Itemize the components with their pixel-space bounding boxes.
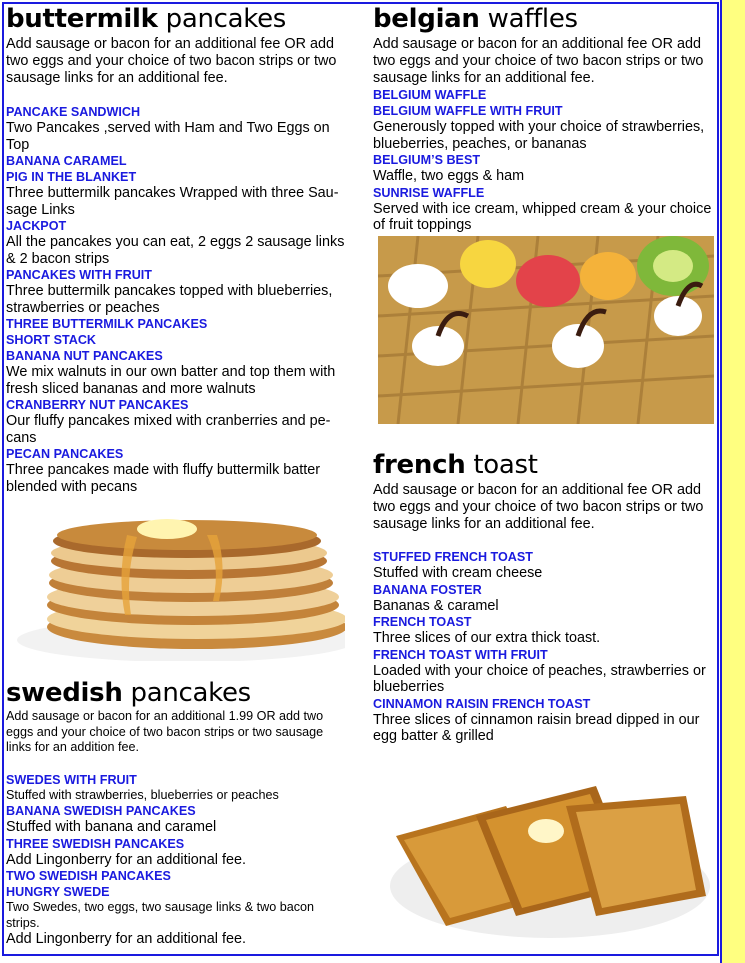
french-section-title [373, 450, 718, 480]
menu-item-title: FRENCH TOAST WITH FRUIT [373, 647, 548, 662]
menu-item-title: BANANA SWEDISH PANCAKES [6, 804, 196, 818]
title-rest: pancakes [157, 4, 287, 34]
belgian-section-title [373, 4, 713, 34]
menu-item-description: Our fluffy pancakes mixed with cranberries and pe-cans [6, 413, 331, 446]
menu-item-description: Waffle, two eggs & ham [373, 168, 525, 184]
menu-item-description: Three buttermilk pancakes topped with blueberries, strawberries or peaches [6, 283, 333, 316]
menu-item-description: All the pancakes you can eat, 2 eggs 2 sausage links & 2 bacon strips [6, 234, 345, 267]
french-section [373, 450, 718, 745]
menu-item-description: Two Pancakes ,served with Ham and Two Eggs on Top [6, 120, 330, 153]
title-bold: belgian [373, 4, 480, 34]
left-column [6, 4, 346, 495]
title-bold: french [373, 450, 466, 480]
menu-item-description: Loaded with your choice of peaches, strawberries or blueberries [373, 662, 706, 695]
right-column [373, 4, 713, 234]
menu-item-description: Add Lingonberry for an additional fee. [6, 851, 247, 868]
menu-item-description: Generously topped with your choice of strawberries, blueberries, peaches, or bananas [373, 119, 705, 152]
menu-item-description: Bananas & caramel [373, 597, 499, 614]
buttermilk-section-title [6, 4, 346, 34]
french-toast-photo [386, 776, 714, 944]
swedish-items-list [6, 772, 351, 932]
title-bold: swedish [6, 678, 123, 708]
menu-item-title: STUFFED FRENCH TOAST [373, 550, 533, 564]
menu-item-description: Stuffed with banana and caramel [6, 819, 217, 835]
title-rest: pancakes [122, 678, 251, 708]
menu-item-title: SWEDES WITH FRUIT [6, 772, 137, 787]
title-rest: waffles [479, 4, 578, 34]
title-rest: toast [465, 450, 538, 480]
buttermilk-intro: Add sausage or bacon for an additional fee OR add two eggs and your choice of two bacon strips or two sausage links for an additional fee. [6, 36, 337, 86]
menu-item-title: BELGIUM’S BEST [373, 153, 481, 167]
menu-item-title: PANCAKES WITH FRUIT [6, 268, 152, 282]
menu-item-title: FRENCH TOAST [373, 615, 472, 629]
menu-item-title: SUNRISE WAFFLE [373, 185, 485, 200]
menu-item-description: Two Swedes, two eggs, two sausage links & two bacon strips. [6, 900, 315, 930]
menu-item-title: CRANBERRY NUT PANCAKES [6, 398, 189, 412]
menu-item-title: JACKPOT [6, 219, 67, 233]
menu-item-description: Three buttermilk pancakes Wrapped with three Sau-sage Links [6, 185, 339, 218]
menu-item-title: BELGIUM WAFFLE WITH FRUIT [373, 104, 563, 118]
menu-item-description: Three pancakes made with fluffy buttermilk batter blended with pecans [6, 462, 321, 495]
menu-item-title: HUNGRY SWEDE [6, 885, 110, 899]
menu-item-description: We mix walnuts in our own batter and top them with fresh sliced bananas and more walnuts [6, 364, 336, 397]
menu-item-description: Stuffed with strawberries, blueberries or peaches [6, 787, 279, 802]
menu-item-title: THREE BUTTERMILK PANCAKES [6, 317, 208, 331]
menu-item-title: TWO SWEDISH PANCAKES [6, 869, 171, 883]
menu-item-title: PIG IN THE BLANKET [6, 170, 137, 184]
title-bold: buttermilk [6, 4, 158, 34]
menu-item-title: CINNAMON RAISIN FRENCH TOAST [373, 696, 591, 711]
menu-item-title: BANANA NUT PANCAKES [6, 349, 163, 363]
menu-item-description: Three slices of cinnamon raisin bread dipped in our egg batter & grilled [373, 711, 700, 744]
menu-item-description: Stuffed with cream cheese [373, 565, 543, 581]
menu-item-title: SHORT STACK [6, 333, 97, 347]
swedish-section-title [6, 678, 351, 708]
menu-item-title: BELGIUM WAFFLE [373, 88, 487, 102]
menu-item-description: Served with ice cream, whipped cream & your choice of fruit toppings [373, 200, 712, 233]
menu-item-description: Three slices of our extra thick toast. [373, 630, 601, 646]
belgian-intro: Add sausage or bacon for an additional fee OR add two eggs and your choice of two bacon strips or two sausage links for an additional fee. [373, 36, 704, 86]
pancake-stack-photo [7, 505, 345, 661]
swedish-intro: Add sausage or bacon for an additional 1.99 OR add two eggs and your choice of two bacon strips or two sausage links for an addition fee. [6, 709, 324, 754]
menu-item-title: BANANA CARAMEL [6, 154, 127, 168]
menu-item-title: PECAN PANCAKES [6, 447, 124, 461]
french-items-list [373, 549, 718, 745]
swedish-footer: Add Lingonberry for an additional fee. [6, 931, 247, 947]
menu-item-title: PANCAKE SANDWICH [6, 105, 141, 119]
buttermilk-items-list [6, 104, 346, 495]
menu-item-title: THREE SWEDISH PANCAKES [6, 836, 185, 851]
swedish-section [6, 678, 351, 948]
french-intro: Add sausage or bacon for an additional fee OR add two eggs and your choice of two bacon strips or two sausage links for an additional fee. [373, 482, 704, 532]
waffle-photo [378, 236, 714, 424]
yellow-side-band [722, 0, 745, 963]
menu-item-title: BANANA FOSTER [373, 582, 482, 597]
belgian-items-list [373, 87, 713, 234]
